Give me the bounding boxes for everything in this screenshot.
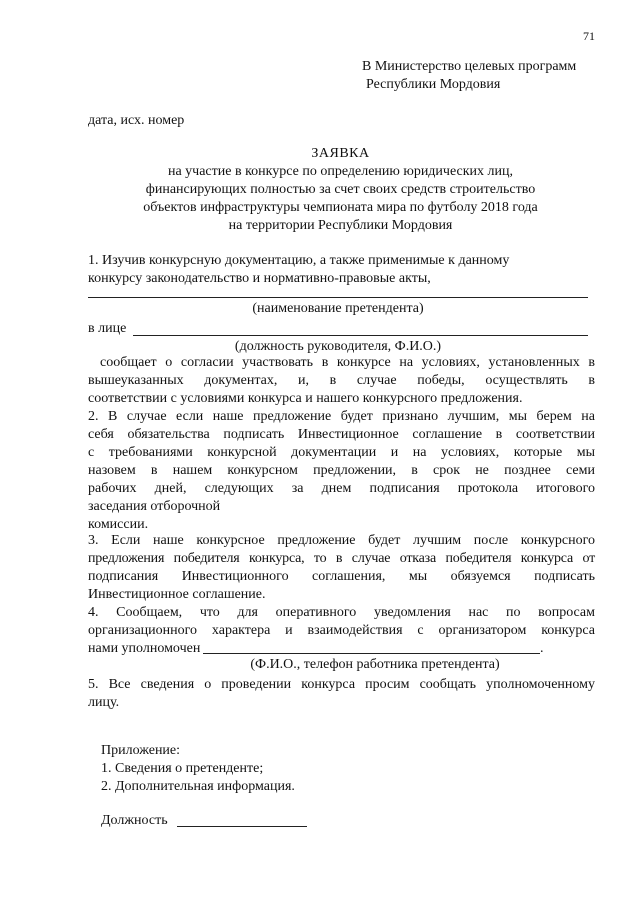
- item-1-line: конкурсу законодательство и нормативно-правовые акты,: [88, 271, 431, 286]
- attachment-item: 1. Сведения о претенденте;: [101, 761, 264, 776]
- period-mark: .: [540, 641, 544, 656]
- item-3-line: 3. Если наше конкурсное предложение будет лучшим после конкурсного: [88, 533, 595, 548]
- item-2-line: заседания отборочной: [88, 499, 221, 514]
- title-block: [88, 145, 593, 235]
- page-number: 71: [583, 29, 595, 43]
- item-2-line: 2. В случае если наше предложение будет признано лучшим, мы берем на: [88, 409, 595, 424]
- agreement-line: соответствии с условиями конкурса и нашего конкурсного предложения.: [88, 391, 523, 406]
- item-2-line: комиссии.: [88, 517, 149, 532]
- position-signature-line[interactable]: [177, 826, 307, 827]
- subtitle-line: финансирующих полностью за счет своих средств строительство: [145, 182, 536, 197]
- agreement-line: вышеуказанных документах, и, в случае победы, осуществлять в: [88, 373, 595, 388]
- attachment-item: 2. Дополнительная информация.: [101, 779, 295, 794]
- attachments-block: [101, 742, 295, 796]
- item-4-line: 4. Сообщаем, что для оперативного уведомления нас по вопросам: [88, 605, 595, 620]
- position-label: Должность: [101, 813, 168, 828]
- authorized-person-line[interactable]: [203, 653, 540, 654]
- item-4-paragraph: [88, 604, 595, 658]
- position-caption: (должность руководителя, Ф.И.О.): [234, 339, 442, 354]
- agreement-line: сообщает о согласии участвовать в конкурсе на условиях, установленных в: [100, 355, 595, 370]
- subtitle-line: на участие в конкурсе по определению юридических лиц,: [167, 164, 514, 179]
- item-2-line: с требованиями конкурсной документации и на условиях, которые мы: [88, 445, 595, 460]
- item-4-line: нами уполномочен: [88, 641, 201, 656]
- document-title: ЗАЯВКА: [311, 146, 370, 161]
- item-3-paragraph: [88, 532, 595, 604]
- item-5-line: 5. Все сведения о проведении конкурса просим сообщать уполномоченному: [88, 677, 595, 692]
- applicant-name-caption: (наименование претендента): [252, 301, 424, 316]
- addressee-line-1: В Министерство целевых программ: [362, 59, 577, 74]
- item-3-line: подписания Инвестиционного соглашения, мы обязуемся подписать: [88, 569, 595, 584]
- item-1-line: 1. Изучив конкурсную документацию, а также применимые к данному: [88, 253, 510, 268]
- item-4-line: организационного характера и взаимодействия с организатором конкурса: [88, 623, 595, 638]
- in-person-label: в лице: [88, 321, 127, 336]
- addressee-line-2: Республики Мордовия: [366, 77, 501, 92]
- subtitle-line: на территории Республики Мордовия: [228, 218, 453, 233]
- item-2-paragraph: [88, 408, 595, 534]
- item-3-line: предложения победителя конкурса, то в случае отказа победителя конкурса от: [88, 551, 595, 566]
- date-reference-label: дата, исх. номер: [88, 113, 185, 128]
- item-5-paragraph: [88, 676, 595, 712]
- item-2-line: себя обязательства подписать Инвестиционное соглашение в соответствии: [88, 427, 595, 442]
- applicant-name-line[interactable]: [88, 297, 588, 298]
- agreement-paragraph: [88, 354, 595, 408]
- contact-caption: (Ф.И.О., телефон работника претендента): [250, 657, 500, 672]
- attachments-heading: Приложение:: [101, 743, 181, 758]
- addressee-block: [362, 58, 576, 94]
- item-2-line: рабочих дней, следующих за днем подписания протокола итогового: [88, 481, 595, 496]
- item-3-line: Инвестиционное соглашение.: [88, 587, 266, 602]
- subtitle-line: объектов инфраструктуры чемпионата мира по футболу 2018 года: [143, 200, 538, 215]
- item-5-line: лицу.: [88, 695, 120, 710]
- in-person-line[interactable]: [133, 335, 588, 336]
- item-1-paragraph: [88, 252, 595, 288]
- item-2-line: назовем в нашем конкурсном предложении, в срок не позднее семи: [88, 463, 595, 478]
